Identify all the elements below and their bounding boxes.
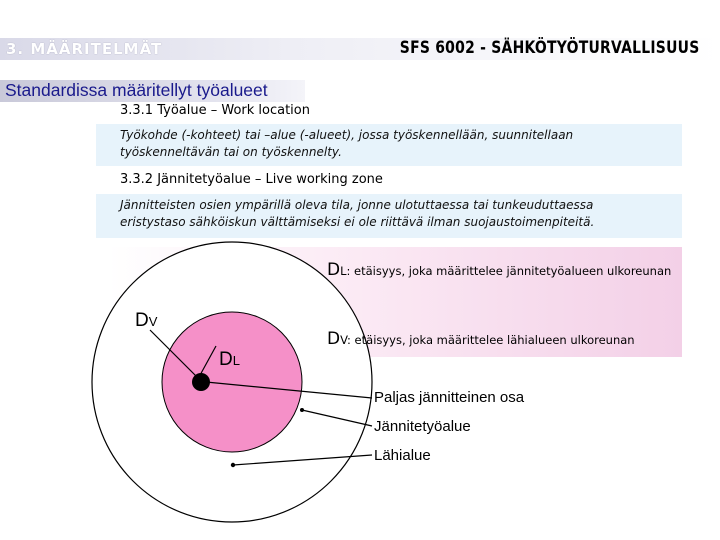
section-label: 3. MÄÄRITELMÄT bbox=[6, 40, 163, 58]
definition-text-line: työskenneltävän tai on työskennelty. bbox=[120, 145, 342, 159]
dl-radius-label-cap: D bbox=[219, 349, 233, 370]
vicinity-zone-pointer-dot bbox=[231, 463, 235, 467]
definition-text-line: Jännitteisten osien ympärillä oleva tila, jonne ulotuttaessa tai tunkeuduttaessa bbox=[120, 198, 594, 212]
dl-radius-label bbox=[219, 349, 240, 371]
dv-definition bbox=[327, 329, 635, 349]
live-working-zone-circle bbox=[162, 312, 302, 452]
dl-radius-label-sub: L bbox=[232, 353, 240, 368]
definition-text-line: Työkohde (-kohteet) tai –alue (-alueet), jossa työskennellään, suunnitellaan bbox=[120, 128, 574, 142]
dl-definition-text: : etäisyys, joka määrittelee jännitetyöalueen ulkoreunan bbox=[346, 264, 672, 278]
dv-definition-text: : etäisyys, joka määrittelee lähialueen ulkoreunan bbox=[347, 333, 635, 347]
dv-definition-cap: D bbox=[327, 329, 341, 349]
legend-live-part: Paljas jännitteinen osa bbox=[374, 389, 525, 406]
definition-heading-work-location: 3.3.1 Työalue – Work location bbox=[120, 103, 310, 118]
document-title: SFS 6002 - SÄHKÖTYÖTURVALLISUUS bbox=[400, 38, 700, 58]
definition-heading-live-working-zone: 3.3.2 Jännitetyöalue – Live working zone bbox=[120, 172, 383, 187]
legend-vicinity-zone: Lähialue bbox=[374, 447, 431, 464]
dl-definition-sub: L bbox=[340, 264, 347, 278]
live-zone-pointer-dot bbox=[300, 408, 304, 412]
dl-definition bbox=[327, 260, 671, 280]
legend-live-working-zone: Jännitetyöalue bbox=[374, 418, 471, 435]
dl-definition-cap: D bbox=[327, 260, 341, 280]
dv-definition-sub: V bbox=[340, 333, 348, 347]
dv-radius-label-sub: V bbox=[148, 314, 158, 329]
dv-radius-label-cap: D bbox=[135, 310, 149, 331]
dv-radius-label bbox=[135, 310, 157, 332]
slide-title-text: Standardissa määritellyt työalueet bbox=[5, 80, 268, 100]
definition-text-line: eristystaso sähköiskun välttämiseksi ei ole riittävä ilman suojaustoimenpiteitä. bbox=[120, 215, 595, 229]
